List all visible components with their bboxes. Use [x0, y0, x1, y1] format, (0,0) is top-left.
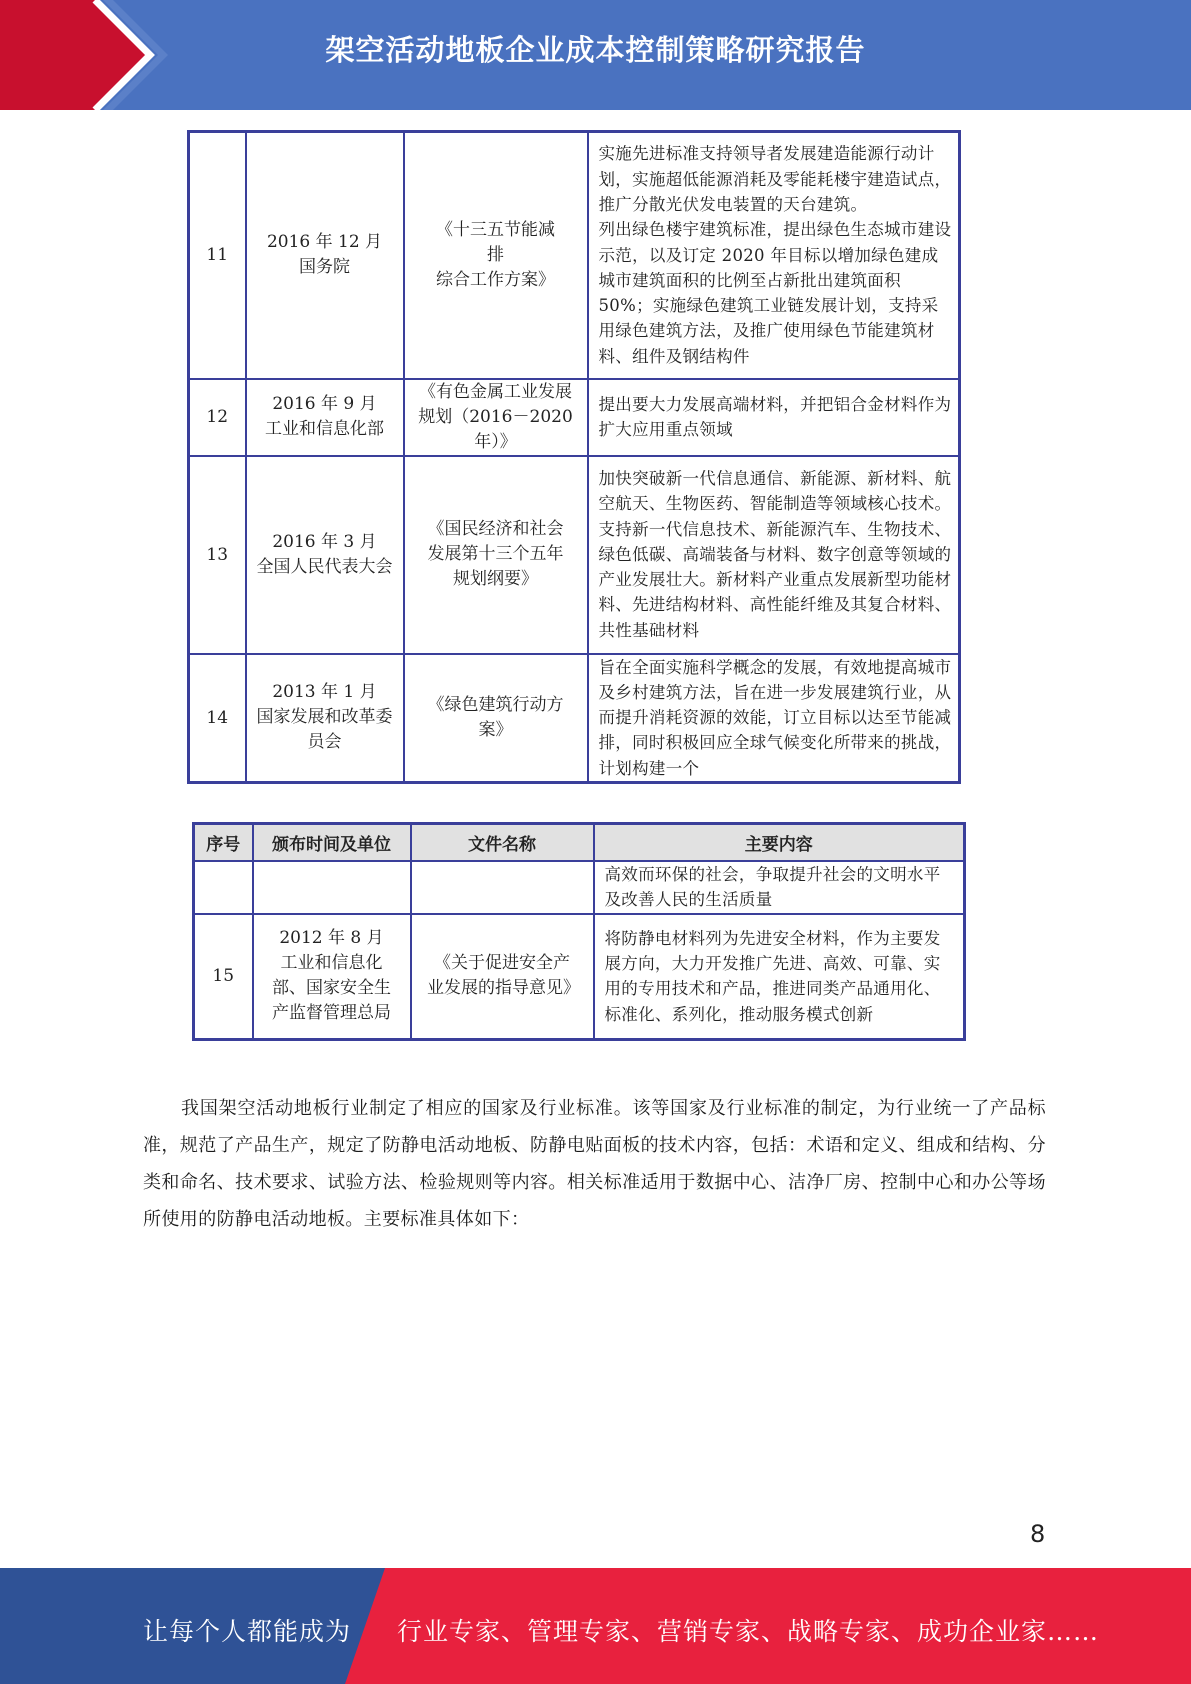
seq-cell: 11	[189, 132, 246, 379]
header-banner	[0, 0, 1191, 110]
date-unit-cell: 2013 年 1 月 国家发展和改革委员会	[246, 654, 404, 783]
page-number: 8	[1030, 1520, 1046, 1548]
file-name-cell	[411, 861, 594, 914]
table-row	[194, 861, 965, 914]
table-header-row	[194, 824, 965, 862]
date-unit-cell: 2016 年 12 月 国务院	[246, 132, 404, 379]
content-cell: 旨在全面实施科学概念的发展，有效地提高城市及乡村建筑方法，旨在进一步发展建筑行业，从而提升消耗资源的效能，订立目标以达至节能减排，同时积极回应全球气候变化所带来的挑战，计划构建一个	[588, 654, 960, 783]
header-main-content: 主要内容	[594, 824, 965, 862]
table-row	[189, 456, 960, 654]
date-unit-cell	[253, 861, 411, 914]
footer-banner	[0, 1568, 1191, 1684]
header-file-name: 文件名称	[411, 824, 594, 862]
policy-table-1	[187, 130, 961, 784]
table-row	[194, 914, 965, 1040]
report-title: 架空活动地板企业成本控制策略研究报告	[325, 33, 866, 67]
file-name-cell: 《十三五节能减排 综合工作方案》	[404, 132, 588, 379]
footer-slogan-left: 让每个人都能成为	[143, 1617, 352, 1646]
content-cell: 提出要大力发展高端材料，并把铝合金材料作为扩大应用重点领域	[588, 379, 960, 456]
body-paragraph: 我国架空活动地板行业制定了相应的国家及行业标准。该等国家及行业标准的制定，为行业统一了产品标准，规范了产品生产，规定了防静电活动地板、防静电贴面板的技术内容，包括：术语和定义、组成和结构、分类和命名、技术要求、试验方法、检验规则等内容。相关标准适用于数据中心、洁净厂房、控制中心和办公等场所使用的防静电活动地板。主要标准具体如下：	[143, 1098, 1046, 1230]
file-name-cell: 《关于促进安全产业发展的指导意见》	[411, 914, 594, 1040]
seq-cell: 12	[189, 379, 246, 456]
date-unit-cell: 2012 年 8 月 工业和信息化部、国家安全生产监督管理总局	[253, 914, 411, 1040]
seq-cell: 15	[194, 914, 253, 1040]
header-date-unit: 颁布时间及单位	[253, 824, 411, 862]
seq-cell	[194, 861, 253, 914]
table-row	[189, 132, 960, 379]
seq-cell: 14	[189, 654, 246, 783]
date-unit-cell: 2016 年 3 月 全国人民代表大会	[246, 456, 404, 654]
content-cell: 高效而环保的社会，争取提升社会的文明水平及改善人民的生活质量	[594, 861, 965, 914]
footer-slogan-right: 行业专家、管理专家、营销专家、战略专家、成功企业家……	[397, 1617, 1100, 1646]
content-cell: 加快突破新一代信息通信、新能源、新材料、航空航天、生物医药、智能制造等领域核心技术。支持新一代信息技术、新能源汽车、生物技术、绿色低碳、高端装备与材料、数字创意等领域的产业发展壮大。新材料产业重点发展新型功能材料、先进结构材料、高性能纤维及其复合材料、共性基础材料	[588, 456, 960, 654]
content-cell: 将防静电材料列为先进安全材料，作为主要发展方向，大力开发推广先进、高效、可靠、实用的专用技术和产品，推进同类产品通用化、标准化、系列化，推动服务模式创新	[594, 914, 965, 1040]
file-name-cell: 《有色金属工业发展规划（2016－2020 年）》	[404, 379, 588, 456]
file-name-cell: 《绿色建筑行动方案》	[404, 654, 588, 783]
table-row	[189, 654, 960, 783]
date-unit-cell: 2016 年 9 月 工业和信息化部	[246, 379, 404, 456]
content-cell: 实施先进标准支持领导者发展建造能源行动计划，实施超低能源消耗及零能耗楼宇建造试点，推广分散光伏发电装置的天台建筑。 列出绿色楼宇建筑标准，提出绿色生态城市建设示范，以及订定 2020 年目标以增加绿色建成城市建筑面积的比例至占新批出建筑面积 50%；实施绿色建筑工业链发展计划，支持采用绿色建筑方法，及推广使用绿色节能建筑材料、组件及钢结构件	[588, 132, 960, 379]
policy-table-2	[192, 822, 966, 1041]
header-seq: 序号	[194, 824, 253, 862]
table-row	[189, 379, 960, 456]
seq-cell: 13	[189, 456, 246, 654]
file-name-cell: 《国民经济和社会发展第十三个五年规划纲要》	[404, 456, 588, 654]
